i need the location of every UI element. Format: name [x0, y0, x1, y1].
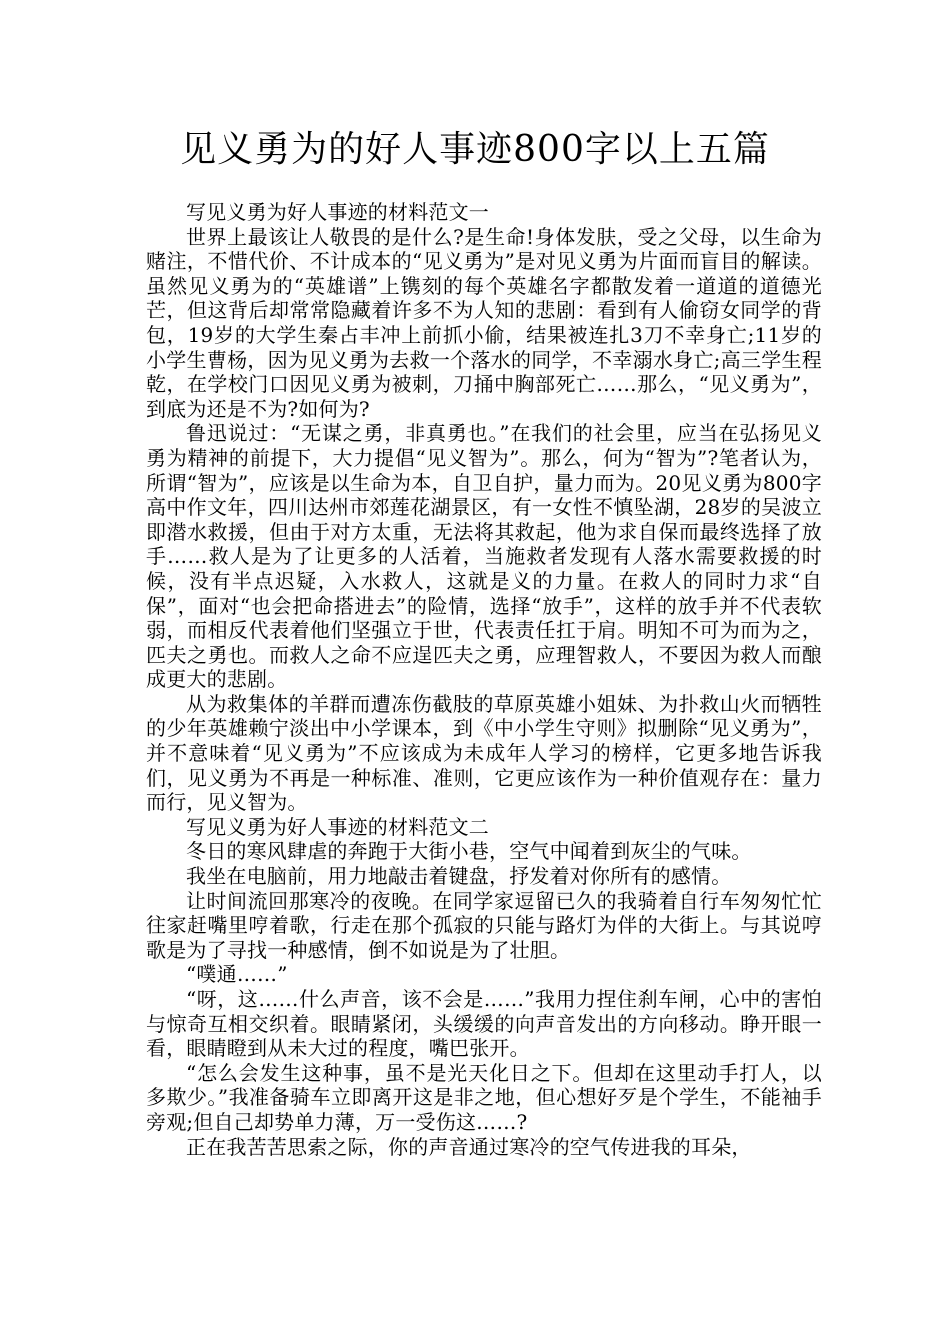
- page-title: 见义勇为的好人事迹800字以上五篇: [180, 129, 770, 170]
- paragraph: 让时间流回那寒冷的夜晚。在同学家逗留已久的我骑着自行车匆匆忙忙往家赶嘴里哼着歌，行走在那个孤寂的只能与路灯为伴的大街上。与其说哼歌是为了寻找一种感情，倒不如说是为了壮胆。: [146, 888, 822, 962]
- paragraph: “怎么会发生这种事，虽不是光天化日之下。但却在这里动手打人，以多欺少。”我准备骑车立即离开这是非之地，但心想好歹是个学生，不能袖手旁观;但自己却势单力薄，万一受伤这……?: [146, 1060, 822, 1134]
- paragraph: 世界上最该让人敬畏的是什么?是生命!身体发肤，受之父母，以生命为赌注，不惜代价、不计成本的“见义勇为”是对见义勇为片面而盲目的解读。虽然见义勇为的“英雄谱”上镌刻的每个英雄名字都散发着一道道的道德光芒，但这背后却常常隐藏着许多不为人知的悲剧：看到有人偷窃女同学的背包，19岁的大学生秦占丰冲上前抓小偷，结果被连扎3刀不幸身亡;11岁的小学生曹杨，因为见义勇为去救一个落水的同学，不幸溺水身亡;高三学生程乾，在学校门口因见义勇为被刺，刀捅中胸部死亡……那么，“见义勇为”，到底为还是不为?如何为?: [146, 224, 822, 421]
- paragraph: 我坐在电脑前，用力地敲击着键盘，抒发着对你所有的感情。: [186, 864, 732, 889]
- section-heading: 写见义勇为好人事迹的材料范文二: [186, 814, 489, 839]
- paragraph: 鲁迅说过：“无谋之勇，非真勇也。”在我们的社会里，应当在弘扬见义勇为精神的前提下，大力提倡“见义智为”。那么，何为“智为”?笔者认为，所谓“智为”，应该是以生命为本，自卫自护，量力而为。20见义勇为800字高中作文年，四川达州市郊莲花湖景区，有一女性不慎坠湖，28岁的吴波立即潜水救援，但由于对方太重，无法将其救起，他为求自保而最终选择了放手……救人是为了让更多的人活着，当施救者发现有人落水需要救援的时候，没有半点迟疑，入水救人，这就是义的力量。在救人的同时力求“自保”，面对“也会把命搭进去”的险情，选择“放手”，这样的放手并不代表软弱，而相反代表着他们坚强立于世，代表责任扛于肩。明知不可为而为之，匹夫之勇也。而救人之命不应逞匹夫之勇，应理智救人，不要因为救人而酿成更大的悲剧。: [146, 421, 822, 692]
- paragraph: 正在我苦苦思索之际，你的声音通过寒冷的空气传进我的耳朵，: [186, 1134, 752, 1159]
- paragraph: 从为救集体的羊群而遭冻伤截肢的草原英雄小姐妹、为扑救山火而牺牲的少年英雄赖宁淡出中小学课本，到《中小学生守则》拟删除“见义勇为”，并不意味着“见义勇为”不应该成为未成年人学习的榜样，它更多地告诉我们，见义勇为不再是一种标准、准则，它更应该作为一种价值观存在：量力而行，见义智为。: [146, 691, 822, 815]
- paragraph: “呀，这……什么声音，该不会是……”我用力捏住刹车闸，心中的害怕与惊奇互相交织着。眼睛紧闭，头缓缓的向声音发出的方向移动。睁开眼一看，眼睛瞪到从未大过的程度，嘴巴张开。: [146, 987, 822, 1061]
- paragraph: 冬日的寒风肆虐的奔跑于大街小巷，空气中闻着到灰尘的气味。: [186, 839, 752, 864]
- section-heading: 写见义勇为好人事迹的材料范文一: [186, 200, 489, 224]
- paragraph: “噗通……”: [186, 962, 288, 987]
- article-body: [146, 200, 822, 1159]
